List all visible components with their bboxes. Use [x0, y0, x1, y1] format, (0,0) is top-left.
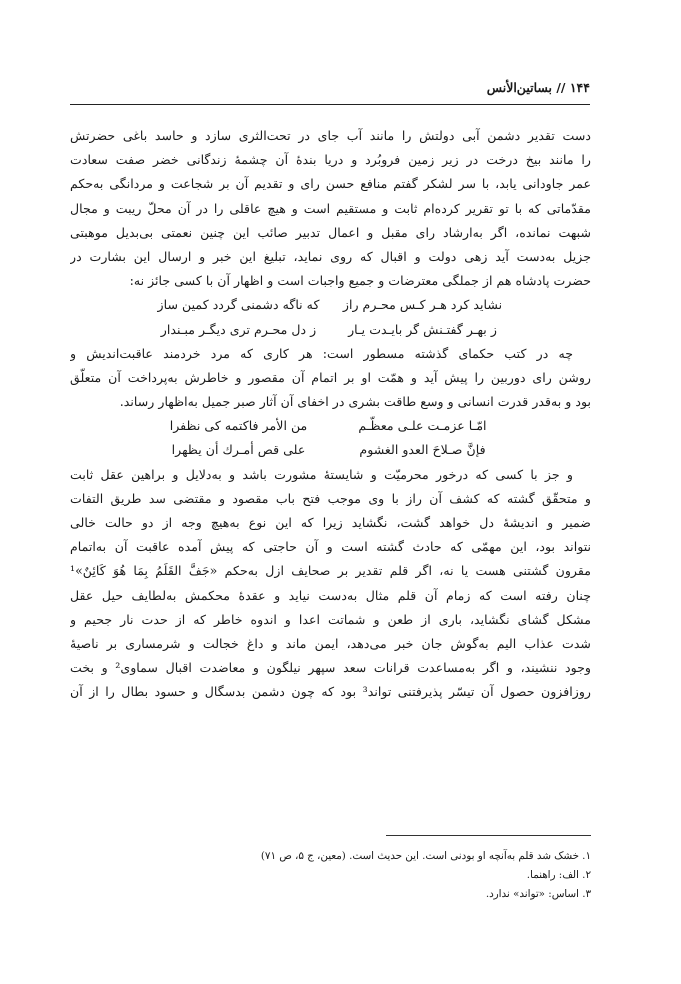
text-line: و جز با کسی که درخور محرمیّت و شایستهٔ مشورت باشد و به‌دلایل و براهین عقل ثابت: [70, 466, 573, 482]
footnote: ۱. خشک شد قلم به‌آنچه او بودنی است. این حدیث است. (معین، ج ۵، ص ۷۱): [260, 850, 591, 862]
text-line: را مانند بیخ درخت در زیر زمین فروبُرد و دریا بندهٔ آن چشمهٔ زندگانی خضر صفت سعادت: [70, 152, 591, 168]
text-line: چنان رفته است که زمام آن قلم مثال به‌دست نیاید و عقدهٔ محکمش به‌لطایف حیل عقل: [70, 587, 591, 603]
running-header: [70, 80, 590, 102]
header-rule: [70, 104, 590, 105]
text-line: دست تقدیر دشمن آبی دولتش را مانند آب جای در تحت‌الثری سازد و حاسد باغی حضرتش: [70, 128, 591, 143]
verse-line: [70, 438, 591, 462]
text-line: بود و به‌قدر قدرت انسانی و وسع طاقت بشری در اخفای آن آثار صبر جمیل به‌اظهار رساند.: [119, 394, 591, 410]
verse-line: [70, 318, 591, 342]
footnote: ۲. الف: راهنما.: [526, 869, 591, 881]
verse-line: [70, 414, 591, 438]
footnote-rule: [386, 835, 591, 836]
text-line: جزیل به‌دست آید زهی دولت و اقبال که روی نماید، تبلیغ این خبر و ارسال این بشارت در: [70, 248, 591, 264]
text-line: مقرون گشتنی هست یا نه، اگر قلم تقدیر بر صحایف ازل به‌حکم «جَفَّ القَلَمُ بِمَا هُوَ کَائِنٌ»¹: [70, 563, 591, 579]
verse-hemistich: امّـا عزمـت علـی معظّـم: [358, 418, 487, 434]
text-line: عمر جاودانی یابد، با سر لشکر گفتم منافع حسن رای و تقدیم آن بر شجاعت و مردانگی به‌حکم: [70, 176, 591, 192]
text-line: نتواند بود، این مهمّی که حادث گشته است و آن حاجتی که پیش آمده عاقبت آن به‌اتمام: [70, 539, 591, 555]
text-line: ضمیر و اندیشهٔ دل خواهد گشت، نگشاید زیرا که این نوع به‌هیچ وجه از دو حالت خالی: [70, 515, 591, 530]
text-line: حضرت پادشاه هم از جملگی معترضات و جمیع واجبات است و اظهار آن با کسی جائز نه:: [129, 273, 591, 289]
text-line: چه در کتب حکمای گذشته مسطور است: هر کاری که مرد خردمند عاقبت‌اندیش و: [70, 345, 573, 361]
text-line: مشکل گشای نگشاید، باری از طعن و شماتت اعدا و اندوه خاطر که از حدت نار جحیم و: [70, 611, 591, 627]
text-line: شدت عذاب الیم به‌گوش جان خبر می‌دهد، ایمن ماند و داغ خجالت و شرمساری بر ناصیهٔ: [70, 635, 591, 651]
text-line: شبهت نمانده، اگر به‌ارشاد رای مقبل و اعمال تدبیر صائب این چنین نعمتی بی‌بدیل موهبتی: [70, 224, 591, 240]
verse-hemistich: ز دل محـرم تری دیگـر مبـندار: [160, 321, 317, 337]
verse-hemistich: نشاید کرد هـر کـس محـرم راز: [342, 297, 503, 313]
verse-hemistich: فإنَّ صـلاحَ العدو الغشوم: [359, 442, 486, 458]
verse-hemistich: که ناگه دشمنی گردد کمین ساز: [157, 297, 320, 313]
text-line: روشن رای دوربین را پیش آید و همّت او بر اتمام آن مقصور و خاطرش به‌پرداخت آن متعلّق: [70, 369, 591, 385]
text-line: و متحقّق گشته که کشف آن راز با وی موجب فتح باب مقصود و مقتضی سد طریق التفات: [70, 490, 591, 506]
verse-hemistich: من الأمر فاکتمه کی نظفرا: [169, 418, 308, 434]
footnotes: [70, 847, 591, 904]
main-text: [70, 124, 591, 705]
footnote: ۳. اساس: «تواند» ندارد.: [485, 888, 591, 900]
verse-hemistich: ز بهـر گفتـنش گر بایـدت یـار: [348, 321, 497, 337]
verse-hemistich: علی قص أمـرك أن یظهرا: [171, 442, 306, 458]
text-line: مقدّماتی که با تو تقریر کرده‌ام ثابت و مستقیم است و هیچ عاقلی را در آن محلّ ریبت و مجال: [70, 200, 591, 216]
verse-line: [70, 293, 591, 317]
text-line: وجود ننشیند، و اگر به‌مساعدت قرانات سعد سپهر نیلگون و معاضدت اقبال سماوی² و بخت: [70, 660, 591, 676]
text-line: روزافزون حصول آن تیسّر پذیرفتنی تواند³ بود که چون دشمن بدسگال و حسود بطال را از آن: [70, 684, 591, 700]
running-title: ۱۴۴ // بساتین‌الأنس: [486, 80, 590, 95]
